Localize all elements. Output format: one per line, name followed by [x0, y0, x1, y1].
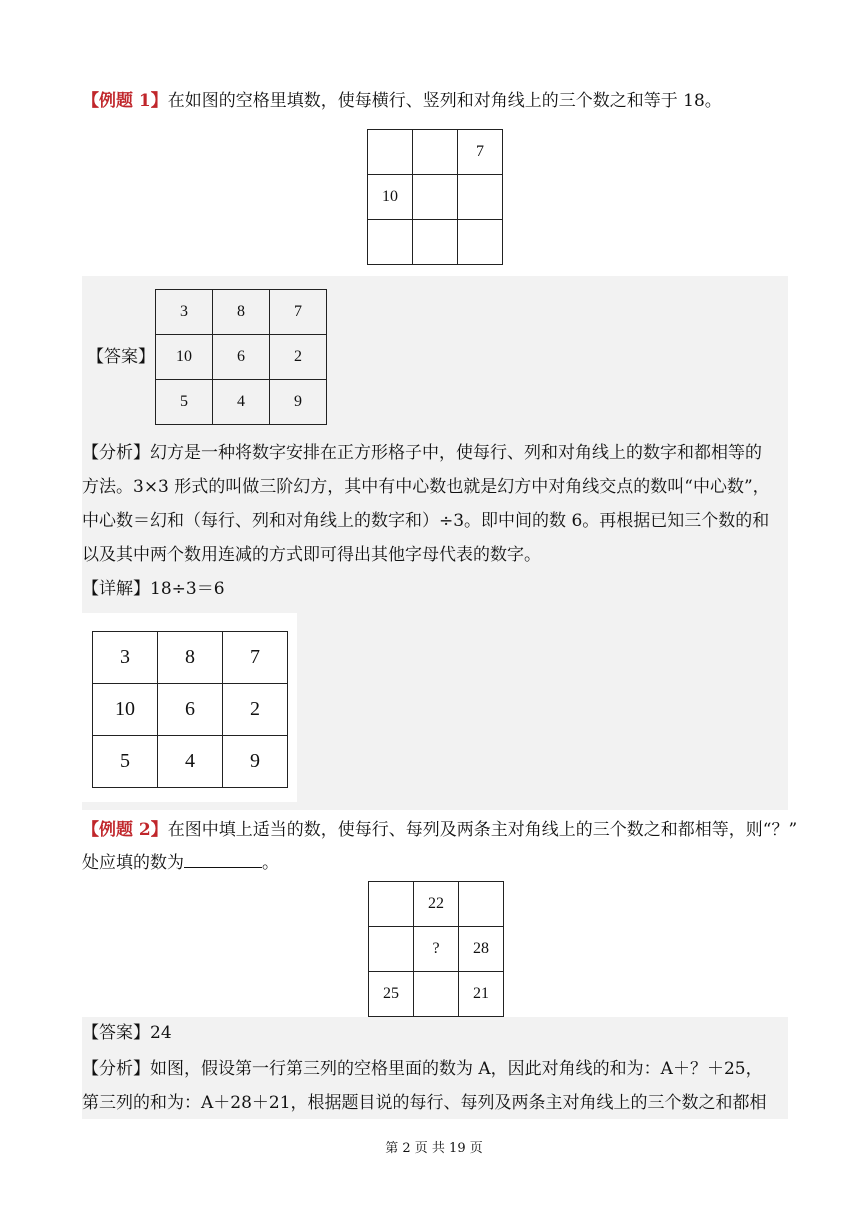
answer-blank [184, 849, 262, 868]
grid-cell: 7 [458, 130, 503, 175]
grid-cell: 10 [368, 175, 413, 220]
example-1-question [82, 88, 722, 114]
answer-1-label: 【答案】 [87, 347, 155, 367]
grid-cell [413, 220, 458, 265]
grid-cell: 22 [414, 882, 459, 927]
analysis-2-line-2: 第三列的和为：A＋28＋21，根据题目说的每行、每列及两条主对角线上的三个数之和都相 [82, 1093, 767, 1113]
grid-cell [368, 130, 413, 175]
grid-cell: 6 [213, 335, 270, 380]
example-1-label: 【例题 1】 [82, 91, 168, 111]
grid-cell [368, 220, 413, 265]
example-2-question-line-1 [82, 817, 797, 843]
grid-cell: 10 [93, 684, 158, 736]
grid-cell: 3 [93, 632, 158, 684]
grid-cell [369, 927, 414, 972]
grid-cell: 5 [156, 380, 213, 425]
grid-cell [413, 130, 458, 175]
example-2-text-post: 。 [262, 853, 279, 873]
grid-cell [459, 882, 504, 927]
analysis-1-line-1: 【分析】幻方是一种将数字安排在正方形格子中，使每行、列和对角线上的数字和都相等的 [82, 443, 762, 463]
grid-cell: 10 [156, 335, 213, 380]
example-2-question-line-2 [82, 849, 279, 876]
grid-cell: 6 [158, 684, 223, 736]
example-2-text-pre: 处应填的数为 [82, 853, 184, 873]
answer-2-text: 【答案】24 [82, 1023, 172, 1043]
grid-cell: 9 [270, 380, 327, 425]
grid-cell: 21 [459, 972, 504, 1017]
answer-1-grid [155, 289, 327, 425]
page-footer: 第 2 页 共 19 页 [385, 1141, 483, 1156]
grid-cell [458, 220, 503, 265]
grid-cell: 9 [223, 736, 288, 788]
analysis-1-line-2: 方法。3×3 形式的叫做三阶幻方，其中有中心数也就是幻方中对角线交点的数叫“中心数”， [82, 477, 770, 497]
grid-cell: 4 [213, 380, 270, 425]
grid-cell: 4 [158, 736, 223, 788]
detail-1-text: 【详解】18÷3＝6 [82, 579, 225, 599]
example-2-text: 在图中填上适当的数，使每行、每列及两条主对角线上的三个数之和都相等，则“？” [167, 820, 798, 840]
grid-cell: 28 [459, 927, 504, 972]
grid-cell: 2 [223, 684, 288, 736]
grid-cell [458, 175, 503, 220]
grid-cell: 2 [270, 335, 327, 380]
grid-cell: 8 [158, 632, 223, 684]
example-1-text: 在如图的空格里填数，使每横行、竖列和对角线上的三个数之和等于 18。 [167, 91, 722, 111]
grid-cell [413, 175, 458, 220]
example-2-label: 【例题 2】 [82, 820, 168, 840]
grid-cell: ? [414, 927, 459, 972]
grid-cell: 25 [369, 972, 414, 1017]
grid-cell: 7 [223, 632, 288, 684]
grid-cell: 7 [270, 290, 327, 335]
grid-cell: 8 [213, 290, 270, 335]
grid-cell: 3 [156, 290, 213, 335]
example-1-grid [367, 129, 503, 265]
example-2-grid [368, 881, 504, 1017]
analysis-1-line-4: 以及其中两个数用连减的方式即可得出其他字母代表的数字。 [82, 545, 541, 565]
detail-1-grid [92, 631, 288, 788]
grid-cell [369, 882, 414, 927]
grid-cell [414, 972, 459, 1017]
analysis-2-line-1: 【分析】如图，假设第一行第三列的空格里面的数为 A，因此对角线的和为：A＋？＋25， [82, 1059, 763, 1079]
analysis-1-line-3: 中心数＝幻和（每行、列和对角线上的数字和）÷3。即中间的数 6。再根据已知三个数的和 [82, 511, 770, 531]
grid-cell: 5 [93, 736, 158, 788]
